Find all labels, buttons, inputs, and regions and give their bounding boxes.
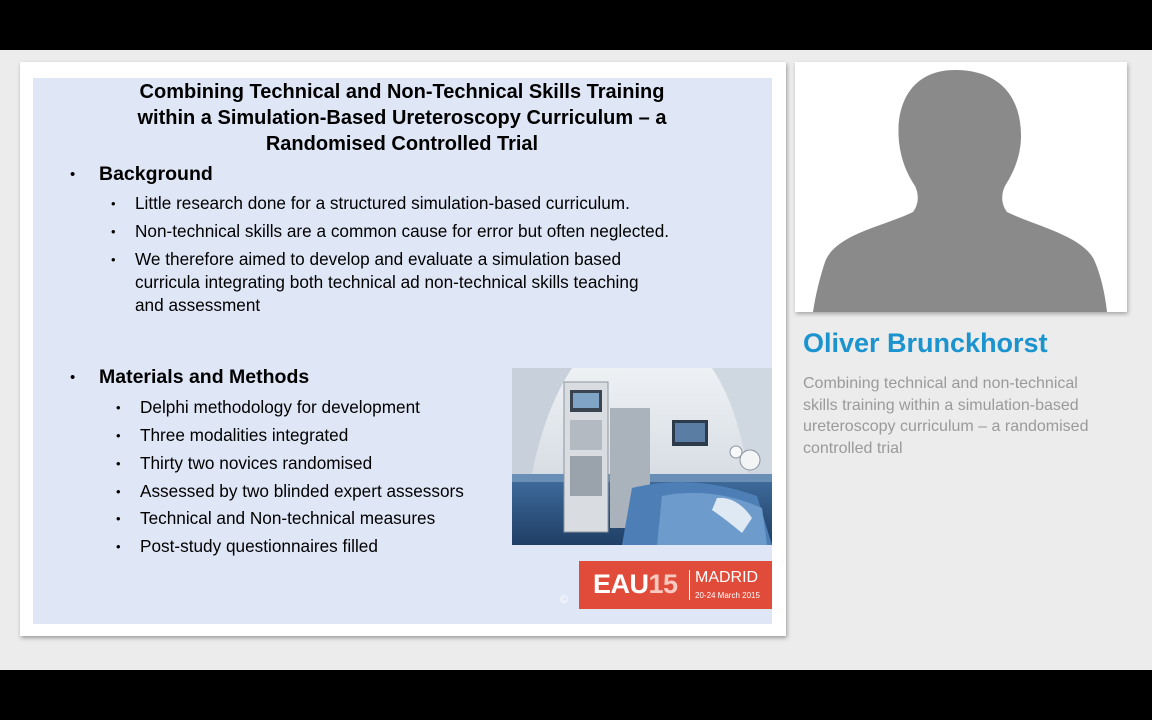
bullet-icon: • — [70, 166, 76, 183]
bullet-icon: • — [116, 400, 121, 415]
speaker-photo-placeholder — [795, 62, 1127, 312]
speaker-description-line: controlled trial — [803, 439, 903, 457]
slide-title-line: within a Simulation-Based Ureteroscopy Curriculum – a — [137, 107, 667, 129]
speaker-description — [803, 373, 1133, 459]
slide-title — [57, 79, 747, 157]
bullet-icon: • — [111, 252, 116, 267]
bullet-icon: • — [111, 224, 116, 239]
slide-title-line: Randomised Controlled Trial — [265, 133, 539, 155]
eau15-madrid-logo — [579, 561, 772, 609]
slide-frame — [20, 62, 786, 636]
operating-theatre-illustration — [512, 368, 772, 545]
bullet-icon: • — [116, 484, 121, 499]
copyright-mark: © — [560, 594, 569, 606]
slide: Combining Technical and Non-Technical Skills Training within a Simulation-Based Ureteroscopy Curriculum – a Randomised Controlled Trial • Background • Little research done for a structured simulation-based curriculum. • Non-technical skills are a common cause for error but often neglected. • We therefore aimed to develop and evaluate a simulation based curricula integrating both technical ad non-technical skills teaching and assessment • Materials and Methods • Delphi methodology for development • Three modalities integrated • Thirty two novices randomised • Assessed by two blinded expert assessors • Technical and Non-technical measures • Post-study questionnaires filled EAU15 MADRID 20-24 March 2015 © — [33, 78, 772, 624]
speaker-description-line: skills training within a simulation-based — [803, 396, 1079, 414]
speaker-description-line: Combining technical and non-technical — [803, 375, 1078, 392]
bullet-icon: • — [116, 456, 121, 471]
bullet-icon: • — [111, 196, 116, 211]
bullet-icon: • — [116, 539, 121, 554]
bullet-icon: • — [116, 428, 121, 443]
logo-dates: 20-24 March 2015 — [695, 591, 760, 600]
bullet-icon: • — [70, 369, 76, 386]
logo-divider — [689, 570, 690, 600]
video-stage — [0, 50, 1152, 670]
bullet-icon: • — [116, 511, 121, 526]
person-silhouette-icon — [795, 62, 1127, 312]
speaker-name: Oliver Brunckhorst — [803, 328, 1048, 358]
logo-text: EAU15 — [593, 569, 678, 599]
slide-title-line: Combining Technical and Non-Technical Skills Training — [139, 81, 665, 103]
speaker-description-line: ureteroscopy curriculum – a randomised — [803, 418, 1089, 435]
logo-city: MADRID — [695, 569, 759, 586]
operating-theatre-photo — [512, 368, 772, 545]
